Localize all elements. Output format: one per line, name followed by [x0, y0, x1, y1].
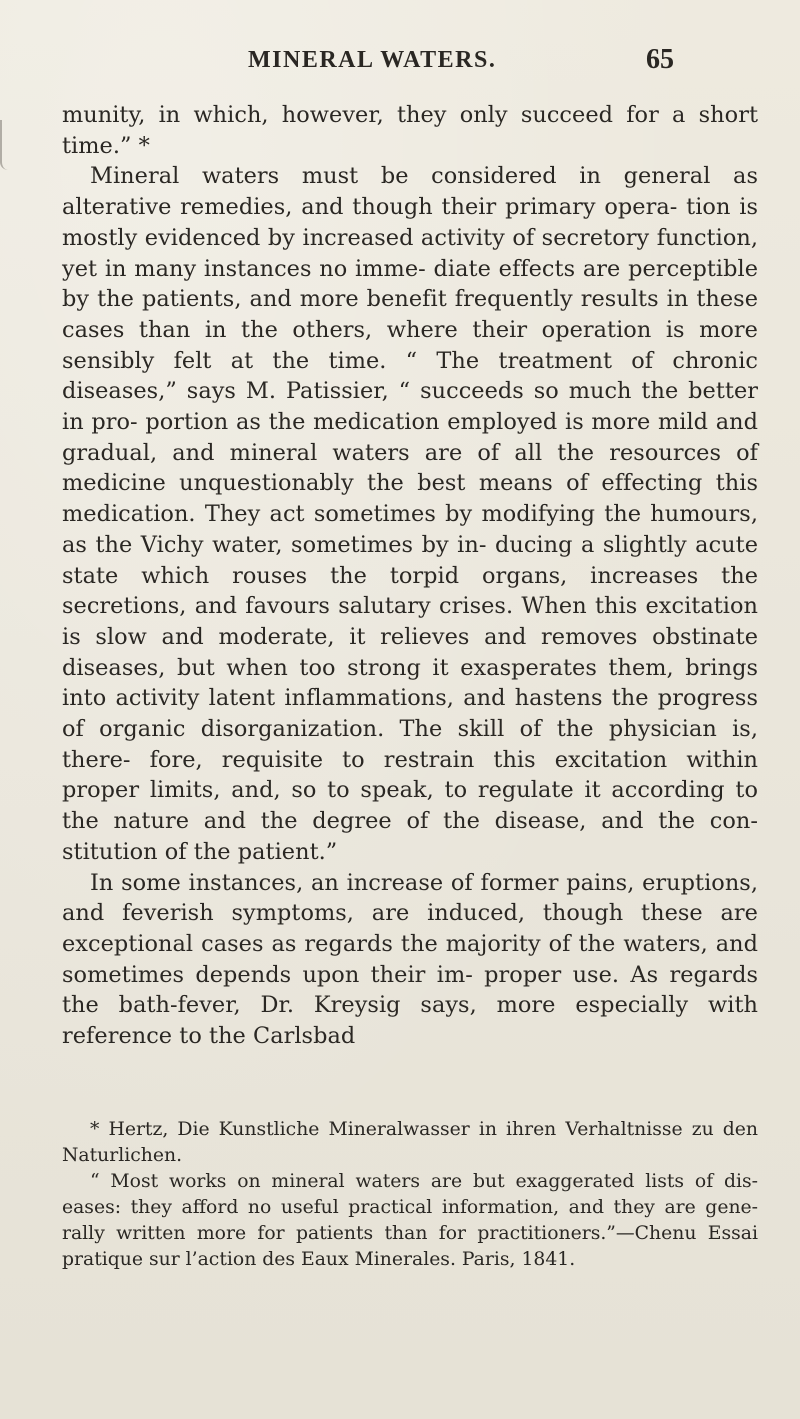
- paragraph: In some instances, an increase of former pains, eruptions, and feverish symptoms, are induced, though these are exceptional cases as regards the majority of the waters, and sometimes depends upon their im- proper use. As regards the bath-fever, Dr. Kreysig says, more especially with reference to the Carlsbad: [62, 869, 758, 1050]
- paragraph: Mineral waters must be considered in general as alterative remedies, and though their primary opera- tion is mostly evidenced by increased activity of secretory function, yet in many instances no imme- diate effects are perceptible by the patients, and more benefit frequently results in these cases than in the others, where their operation is more sensibly felt at the time. “ The treatment of chronic diseases,” says M. Patissier, “ succeeds so much the better in pro- portion as the medication employed is more mild and gradual, and mineral waters are of all the resources of medicine unquestionably the best means of effecting this medication. They act sometimes by modifying the humours, as the Vichy water, sometimes by in- ducing a slightly acute state which rouses the torpid organs, increases the secretions, and favours salutary crises. When this excitation is slow and moderate, it relieves and removes obstinate diseases, but when too strong it exasperates them, brings into activity latent inflammations, and hastens the progress of organic disorganization. The skill of the physician is, there- fore, requisite to restrain this excitation within proper limits, and, so to speak, to regulate it according to the nature and the degree of the disease, and the con- stitution of the patient.”: [62, 163, 758, 865]
- page-number: 65: [646, 44, 674, 75]
- footnotes: [62, 1117, 758, 1273]
- paragraph: munity, in which, however, they only succeed for a short time.” *: [62, 102, 758, 159]
- footnote: * Hertz, Die Kunstliche Mineralwasser in ihren Verhaltnisse zu den Naturlichen.: [62, 1119, 758, 1166]
- footnote: “ Most works on mineral waters are but exaggerated lists of dis- eases: they afford no useful practical information, and they are gene- rally written more for patients than for practitioners.”—Chenu Essai pratique sur l’action des Eaux Minerales. Paris, 1841.: [62, 1171, 758, 1270]
- running-title: MINERAL WATERS.: [248, 47, 497, 73]
- page-edge-mark: [0, 120, 8, 170]
- main-text: [62, 100, 758, 1052]
